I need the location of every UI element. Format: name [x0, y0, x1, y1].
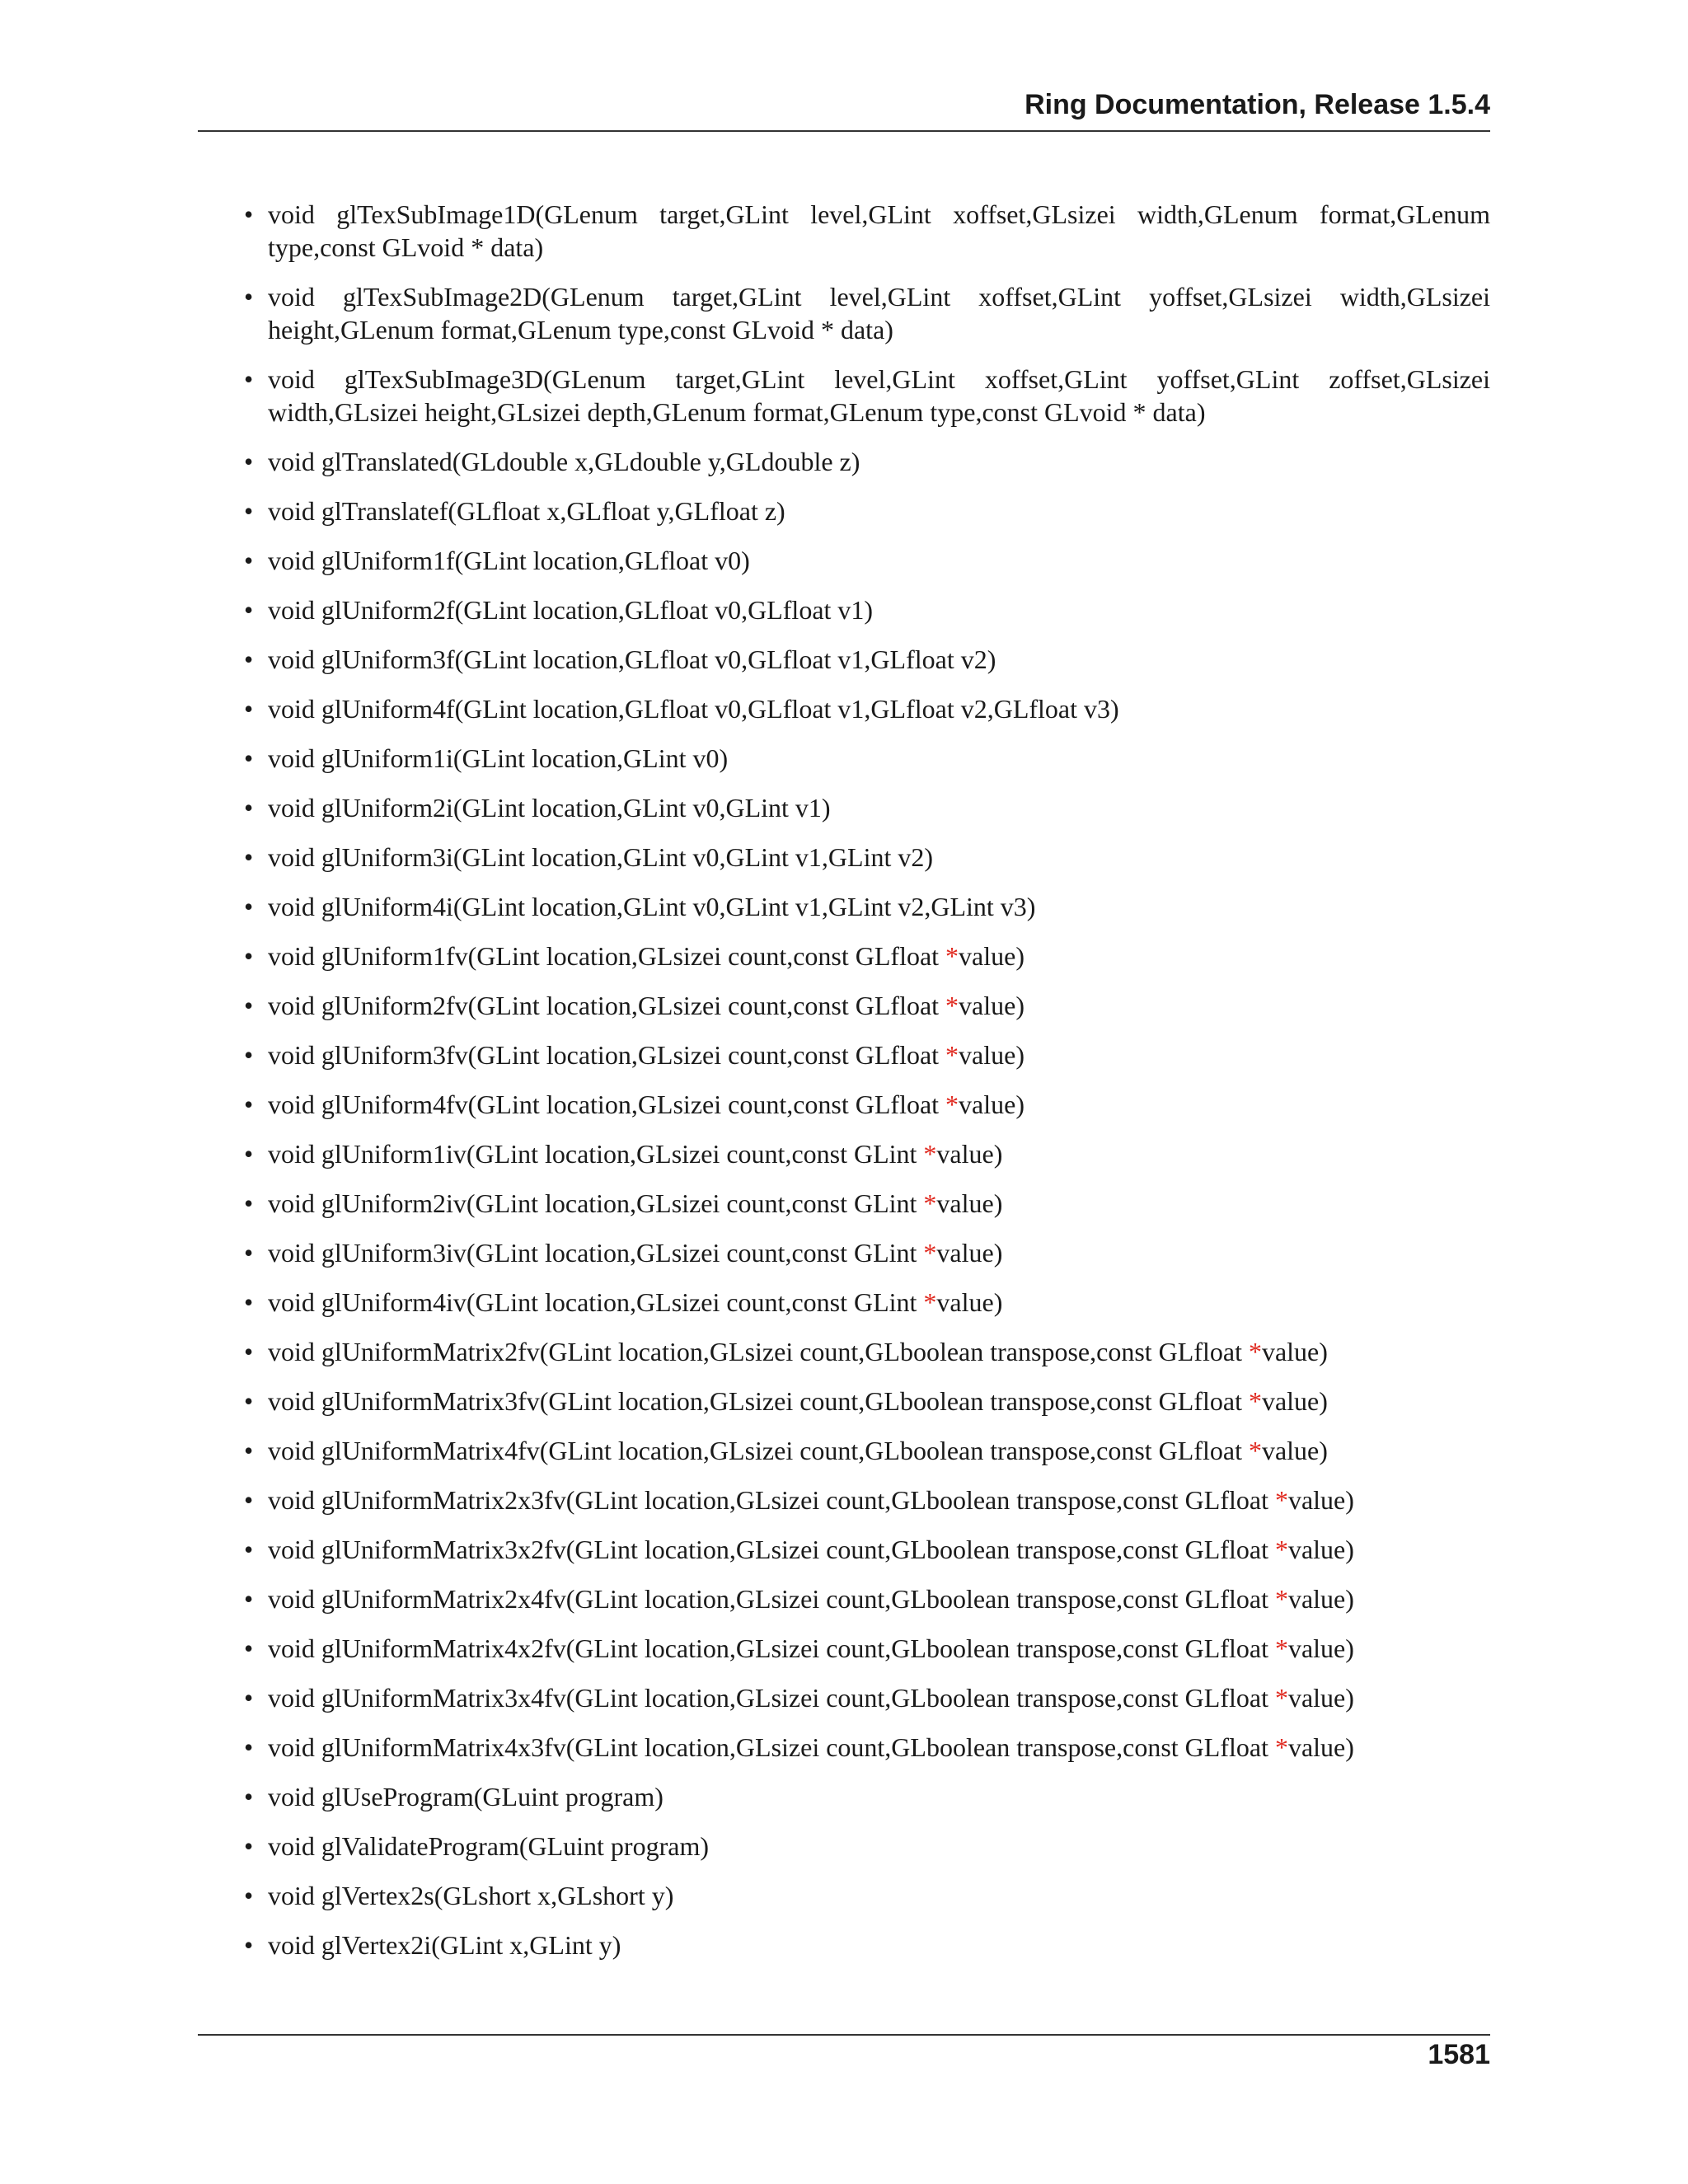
function-signature: void glUniform3fv(GLint location,GLsizei count,const GLfloat: [268, 1040, 946, 1070]
function-signature: void glUniformMatrix4x2fv(GLint location,GLsizei count,GLboolean transpose,const GLfloat: [268, 1633, 1275, 1663]
bullet-icon: •: [244, 892, 254, 921]
function-signature: void glUniform4i(GLint location,GLint v0,GLint v1,GLint v2,GLint v3): [268, 892, 1036, 921]
function-signature: void glUniformMatrix2x3fv(GLint location,GLsizei count,GLboolean transpose,const GLfloat: [268, 1485, 1275, 1515]
pointer-asterisk: *: [1274, 1535, 1288, 1564]
bullet-icon: •: [244, 496, 254, 526]
function-signature-tail: value): [936, 1287, 1003, 1317]
bullet-icon: •: [244, 1436, 254, 1465]
function-signature-tail: value): [936, 1188, 1003, 1218]
function-signature: void glTranslatef(GLfloat x,GLfloat y,GLfloat z): [268, 496, 785, 526]
pointer-asterisk: *: [945, 941, 959, 971]
bullet-icon: •: [244, 364, 254, 394]
function-signature-tail: value): [1261, 1386, 1328, 1416]
function-signature-tail: value): [959, 991, 1025, 1020]
pointer-asterisk: *: [1274, 1485, 1288, 1515]
list-item: [198, 1830, 1490, 1863]
bullet-icon: •: [244, 842, 254, 872]
list-item: [198, 544, 1490, 577]
function-signature: void glUniformMatrix2x4fv(GLint location,GLsizei count,GLboolean transpose,const GLfloat: [268, 1584, 1275, 1614]
bullet-icon: •: [244, 1090, 254, 1119]
list-item: [198, 363, 1490, 429]
list-item: [198, 1879, 1490, 1912]
function-signature-tail: value): [959, 1090, 1025, 1119]
list-item: [198, 593, 1490, 626]
pointer-asterisk: *: [923, 1238, 937, 1268]
list-item: [198, 890, 1490, 923]
bullet-icon: •: [244, 1535, 254, 1564]
pointer-asterisk: *: [1248, 1337, 1262, 1366]
function-signature-tail: value): [959, 941, 1025, 971]
function-signature-tail: value): [1287, 1633, 1354, 1663]
function-signature-tail: value): [1261, 1436, 1328, 1465]
list-item: [198, 1681, 1490, 1714]
bullet-icon: •: [244, 1238, 254, 1268]
bullet-icon: •: [244, 1782, 254, 1811]
function-signature: void glUniform1f(GLint location,GLfloat v0): [268, 546, 750, 575]
function-signature: void glUniformMatrix3x2fv(GLint location,GLsizei count,GLboolean transpose,const GLfloat: [268, 1535, 1275, 1564]
pointer-asterisk: *: [923, 1139, 937, 1169]
function-signature: void glUniform2i(GLint location,GLint v0,GLint v1): [268, 793, 831, 823]
list-item: [198, 742, 1490, 775]
bullet-icon: •: [244, 1881, 254, 1910]
function-signature: void glTranslated(GLdouble x,GLdouble y,GLdouble z): [268, 447, 860, 476]
bullet-icon: •: [244, 1337, 254, 1366]
list-item: [198, 198, 1490, 264]
function-signature: void glTexSubImage3D(GLenum target,GLint level,GLint xoffset,GLint yoffset,GLint zoffset,GLsizei width,GLsizei height,GLsizei depth,GLenum format,GLenum type,const GLvoid * data): [268, 364, 1490, 427]
bullet-icon: •: [244, 1831, 254, 1861]
function-signature: void glVertex2s(GLshort x,GLshort y): [268, 1881, 674, 1910]
pointer-asterisk: *: [1274, 1584, 1288, 1614]
list-item: [198, 1137, 1490, 1170]
function-signature: void glUniform1i(GLint location,GLint v0): [268, 743, 729, 773]
list-item: [198, 445, 1490, 478]
function-signature: void glUniform3f(GLint location,GLfloat v0,GLfloat v1,GLfloat v2): [268, 644, 996, 674]
header-rule: [198, 130, 1490, 132]
function-signature: void glUniformMatrix2fv(GLint location,GLsizei count,GLboolean transpose,const GLfloat: [268, 1337, 1249, 1366]
function-signature: void glUniform1iv(GLint location,GLsizei count,const GLint: [268, 1139, 924, 1169]
function-signature: void glUniformMatrix3fv(GLint location,GLsizei count,GLboolean transpose,const GLfloat: [268, 1386, 1249, 1416]
bullet-icon: •: [244, 546, 254, 575]
pointer-asterisk: *: [1248, 1436, 1262, 1465]
list-item: [198, 1385, 1490, 1418]
function-signature: void glUniform2fv(GLint location,GLsizei count,const GLfloat: [268, 991, 946, 1020]
function-signature: void glUniform4fv(GLint location,GLsizei count,const GLfloat: [268, 1090, 946, 1119]
bullet-icon: •: [244, 1139, 254, 1169]
function-signature: void glUniform1fv(GLint location,GLsizei count,const GLfloat: [268, 941, 946, 971]
function-signature: void glUniform3i(GLint location,GLint v0,GLint v1,GLint v2): [268, 842, 934, 872]
function-signature-tail: value): [1287, 1683, 1354, 1713]
list-item: [198, 1483, 1490, 1516]
function-signature-tail: value): [1261, 1337, 1328, 1366]
list-item: [198, 1088, 1490, 1121]
function-signature: void glUniform4iv(GLint location,GLsizei count,const GLint: [268, 1287, 924, 1317]
list-item: [198, 1434, 1490, 1467]
list-item: [198, 643, 1490, 676]
function-signature: void glTexSubImage1D(GLenum target,GLint level,GLint xoffset,GLsizei width,GLenum format,GLenum type,const GLvoid * data): [268, 199, 1490, 262]
bullet-icon: •: [244, 1040, 254, 1070]
list-item: [198, 1582, 1490, 1615]
list-item: [198, 1731, 1490, 1764]
list-item: [198, 989, 1490, 1022]
function-signature-tail: value): [1287, 1485, 1354, 1515]
list-item: [198, 1780, 1490, 1813]
list-item: [198, 841, 1490, 874]
bullet-icon: •: [244, 1287, 254, 1317]
function-signature: void glUniform2iv(GLint location,GLsizei count,const GLint: [268, 1188, 924, 1218]
list-item: [198, 1335, 1490, 1368]
function-signature: void glUseProgram(GLuint program): [268, 1782, 663, 1811]
bullet-icon: •: [244, 1188, 254, 1218]
list-item: [198, 1236, 1490, 1269]
function-signature: void glTexSubImage2D(GLenum target,GLint level,GLint xoffset,GLint yoffset,GLsizei width,GLsizei height,GLenum format,GLenum type,const GLvoid * data): [268, 282, 1490, 344]
bullet-icon: •: [244, 1386, 254, 1416]
bullet-icon: •: [244, 1485, 254, 1515]
pointer-asterisk: *: [923, 1188, 937, 1218]
list-item: [198, 1286, 1490, 1319]
bullet-icon: •: [244, 282, 254, 312]
pointer-asterisk: *: [945, 1090, 959, 1119]
pointer-asterisk: *: [945, 1040, 959, 1070]
function-signature-tail: value): [1287, 1535, 1354, 1564]
bullet-icon: •: [244, 1633, 254, 1663]
bullet-icon: •: [244, 793, 254, 823]
bullet-icon: •: [244, 1683, 254, 1713]
footer-rule: [198, 2034, 1490, 2036]
page-number: 1581: [1428, 2039, 1490, 2070]
list-item: [198, 494, 1490, 527]
running-header: Ring Documentation, Release 1.5.4: [1025, 89, 1490, 120]
list-item: [198, 1187, 1490, 1220]
function-signature-tail: value): [1287, 1584, 1354, 1614]
function-signature-tail: value): [936, 1139, 1003, 1169]
bullet-icon: •: [244, 644, 254, 674]
bullet-icon: •: [244, 447, 254, 476]
bullet-icon: •: [244, 199, 254, 229]
pointer-asterisk: *: [1274, 1732, 1288, 1762]
pointer-asterisk: *: [923, 1287, 937, 1317]
bullet-icon: •: [244, 991, 254, 1020]
bullet-icon: •: [244, 743, 254, 773]
function-signature-tail: value): [959, 1040, 1025, 1070]
function-signature: void glUniformMatrix4x3fv(GLint location,GLsizei count,GLboolean transpose,const GLfloat: [268, 1732, 1275, 1762]
main-content: [198, 198, 1490, 1978]
bullet-icon: •: [244, 595, 254, 625]
list-item: [198, 1929, 1490, 1961]
bullet-icon: •: [244, 941, 254, 971]
list-item: [198, 1038, 1490, 1071]
function-signature-tail: value): [936, 1238, 1003, 1268]
function-list: [198, 198, 1490, 1961]
list-item: [198, 692, 1490, 725]
function-signature: void glUniform3iv(GLint location,GLsizei count,const GLint: [268, 1238, 924, 1268]
function-signature: void glValidateProgram(GLuint program): [268, 1831, 709, 1861]
bullet-icon: •: [244, 1732, 254, 1762]
list-item: [198, 280, 1490, 346]
bullet-icon: •: [244, 1584, 254, 1614]
list-item: [198, 940, 1490, 972]
bullet-icon: •: [244, 694, 254, 724]
function-signature: void glUniform2f(GLint location,GLfloat v0,GLfloat v1): [268, 595, 874, 625]
function-signature: void glUniformMatrix4fv(GLint location,GLsizei count,GLboolean transpose,const GLfloat: [268, 1436, 1249, 1465]
pointer-asterisk: *: [1274, 1633, 1288, 1663]
function-signature: void glUniformMatrix3x4fv(GLint location,GLsizei count,GLboolean transpose,const GLfloat: [268, 1683, 1275, 1713]
pointer-asterisk: *: [1248, 1386, 1262, 1416]
list-item: [198, 791, 1490, 824]
function-signature: void glUniform4f(GLint location,GLfloat v0,GLfloat v1,GLfloat v2,GLfloat v3): [268, 694, 1119, 724]
function-signature: void glVertex2i(GLint x,GLint y): [268, 1930, 621, 1960]
list-item: [198, 1533, 1490, 1566]
bullet-icon: •: [244, 1930, 254, 1960]
pointer-asterisk: *: [945, 991, 959, 1020]
pointer-asterisk: *: [1274, 1683, 1288, 1713]
function-signature-tail: value): [1287, 1732, 1354, 1762]
list-item: [198, 1632, 1490, 1665]
